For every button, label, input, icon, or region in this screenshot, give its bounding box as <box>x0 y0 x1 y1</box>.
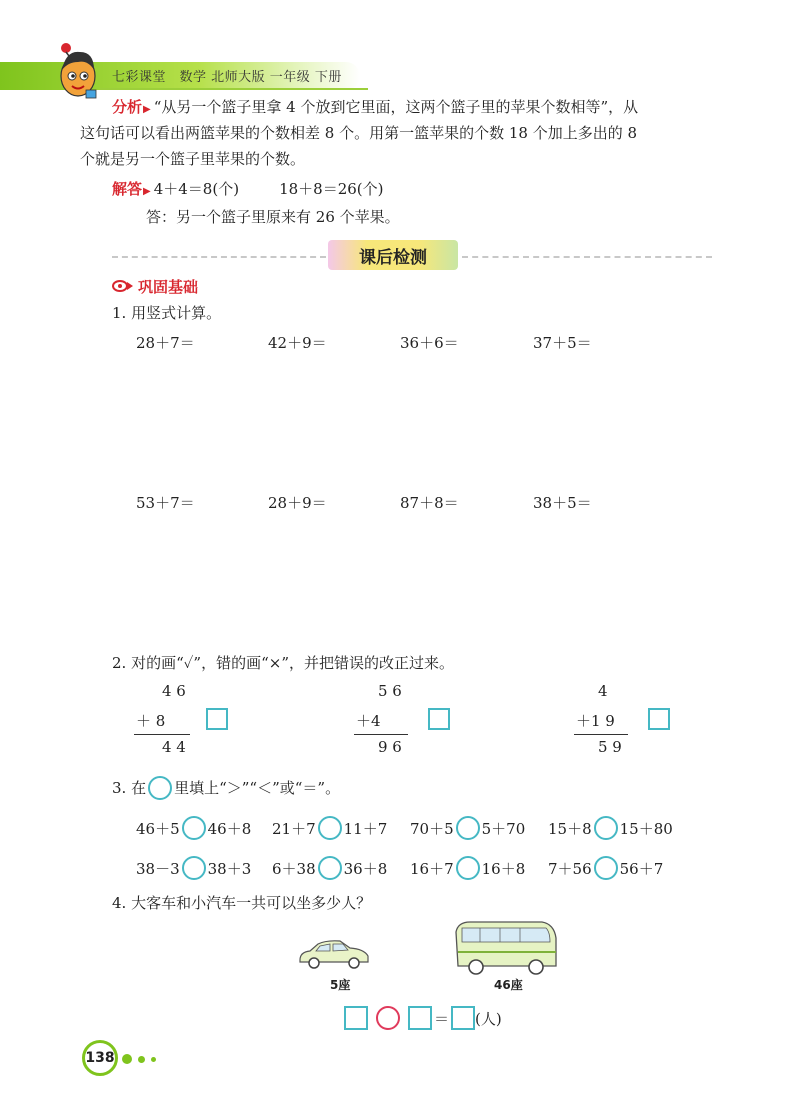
compare-circle[interactable] <box>456 816 480 840</box>
q3-left: 6＋38 <box>272 859 316 878</box>
q3-item <box>410 856 525 880</box>
q3-title-post: 里填上“＞”“＜”或“＝”。 <box>174 779 341 797</box>
q3-left: 21＋7 <box>272 819 316 838</box>
compare-circle[interactable] <box>594 856 618 880</box>
compare-circle[interactable] <box>594 816 618 840</box>
q3-right: 46＋8 <box>207 819 252 838</box>
compare-circle[interactable] <box>318 816 342 840</box>
circle-icon <box>148 776 172 800</box>
q2-p3-top: 4 <box>598 682 608 700</box>
car-icon <box>296 936 372 972</box>
divider-right <box>462 256 712 258</box>
q3-left: 46＋5 <box>136 819 180 838</box>
q3-item <box>136 816 251 840</box>
triangle-icon: ▶ <box>143 104 151 115</box>
divider-left <box>112 256 326 258</box>
solution-line <box>112 178 383 203</box>
sum-line <box>354 734 408 735</box>
solution-answer: 答：另一个篮子里原来有 26 个苹果。 <box>146 208 400 226</box>
answer-box[interactable] <box>408 1006 432 1030</box>
q2-p2-res: 9 6 <box>378 738 402 756</box>
q3-title-pre: 3. 在 <box>112 779 147 797</box>
q3-right: 15＋80 <box>619 819 673 838</box>
analysis-text-1: “从另一个篮子里拿 4 个放到它里面，这两个篮子里的苹果个数相等”，从 <box>153 98 639 116</box>
q2-p1-res: 4 4 <box>162 738 186 756</box>
equals-sign: ＝ <box>434 1009 450 1028</box>
q3-right: 56＋7 <box>619 859 664 878</box>
subsection-title <box>112 276 198 297</box>
q3-left: 70＋5 <box>410 819 454 838</box>
q3-right: 38＋3 <box>207 859 252 878</box>
q3-right: 16＋8 <box>481 859 526 878</box>
q3-item <box>548 856 663 880</box>
q3-left: 15＋8 <box>548 819 592 838</box>
answer-box[interactable] <box>648 708 670 730</box>
q3-item <box>548 816 673 840</box>
sum-line <box>574 734 628 735</box>
solution-expr-2: 18＋8＝26(个) <box>279 180 384 198</box>
compare-circle[interactable] <box>318 856 342 880</box>
answer-box[interactable] <box>451 1006 475 1030</box>
q3-right: 36＋8 <box>343 859 388 878</box>
q1-expr: 37＋5＝ <box>533 334 592 352</box>
q1-expr: 28＋7＝ <box>136 334 195 352</box>
q4-equation <box>344 1006 502 1030</box>
q3-right: 5＋70 <box>481 819 526 838</box>
q3-item <box>272 856 387 880</box>
header-underline <box>100 88 368 90</box>
answer-box[interactable] <box>428 708 450 730</box>
q1-expr: 28＋9＝ <box>268 494 327 512</box>
compare-circle[interactable] <box>182 816 206 840</box>
eye-arrow-icon <box>112 279 134 293</box>
dot-icon <box>122 1054 132 1064</box>
q1-expr: 36＋6＝ <box>400 334 459 352</box>
solution-label: 解答 <box>112 180 143 198</box>
q4-title: 4. 大客车和小汽车一共可以坐多少人？ <box>112 894 372 912</box>
q3-item <box>410 816 525 840</box>
bus-icon <box>450 918 560 978</box>
unit-label: (人) <box>475 1009 502 1028</box>
q2-p2-mid: ＋4 <box>356 712 381 730</box>
q2-p1-mid: ＋ 8 <box>136 712 166 730</box>
q1-expr: 38＋5＝ <box>533 494 592 512</box>
answer-box[interactable] <box>344 1006 368 1030</box>
operator-circle[interactable] <box>376 1006 400 1030</box>
q3-item <box>272 816 387 840</box>
q2-title: 2. 对的画“✓”，错的画“×”，并把错误的改正过来。 <box>112 654 454 672</box>
bus-label: 46座 <box>494 978 523 992</box>
dot-icon <box>138 1056 145 1063</box>
mascot-icon <box>50 40 106 100</box>
q2-p3-mid: ＋1 9 <box>576 712 615 730</box>
car-label: 5座 <box>330 978 351 992</box>
analysis-line-1 <box>112 96 638 121</box>
q2-p2-top: 5 6 <box>378 682 402 700</box>
analysis-line-3: 个就是另一个篮子里苹果的个数。 <box>80 150 306 168</box>
analysis-line-2: 这句话可以看出两篮苹果的个数相差 8 个。用第一篮苹果的个数 18 个加上多出的 8 <box>80 124 638 142</box>
analysis-label: 分析 <box>112 98 143 116</box>
compare-circle[interactable] <box>182 856 206 880</box>
subsection-label: 巩固基础 <box>138 278 199 296</box>
q3-left: 7＋56 <box>548 859 592 878</box>
q2-p3-res: 5 9 <box>598 738 622 756</box>
q1-title: 1. 用竖式计算。 <box>112 304 222 322</box>
page-number: 138 <box>82 1040 118 1076</box>
q2-p1-top: 4 6 <box>162 682 186 700</box>
triangle-icon: ▶ <box>143 186 151 197</box>
section-banner: 课后检测 <box>328 240 458 270</box>
header-title: 七彩课堂 数学 北师大版 一年级 下册 <box>112 70 342 85</box>
q3-title <box>112 776 340 800</box>
sum-line <box>134 734 190 735</box>
answer-box[interactable] <box>206 708 228 730</box>
q3-right: 11＋7 <box>343 819 388 838</box>
q3-left: 38－3 <box>136 859 180 878</box>
q1-expr: 87＋8＝ <box>400 494 459 512</box>
dot-icon <box>151 1057 156 1062</box>
q1-expr: 53＋7＝ <box>136 494 195 512</box>
solution-expr-1: 4＋4＝8(个) <box>153 180 240 198</box>
compare-circle[interactable] <box>456 856 480 880</box>
q3-left: 16＋7 <box>410 859 454 878</box>
q1-expr: 42＋9＝ <box>268 334 327 352</box>
q3-item <box>136 856 251 880</box>
